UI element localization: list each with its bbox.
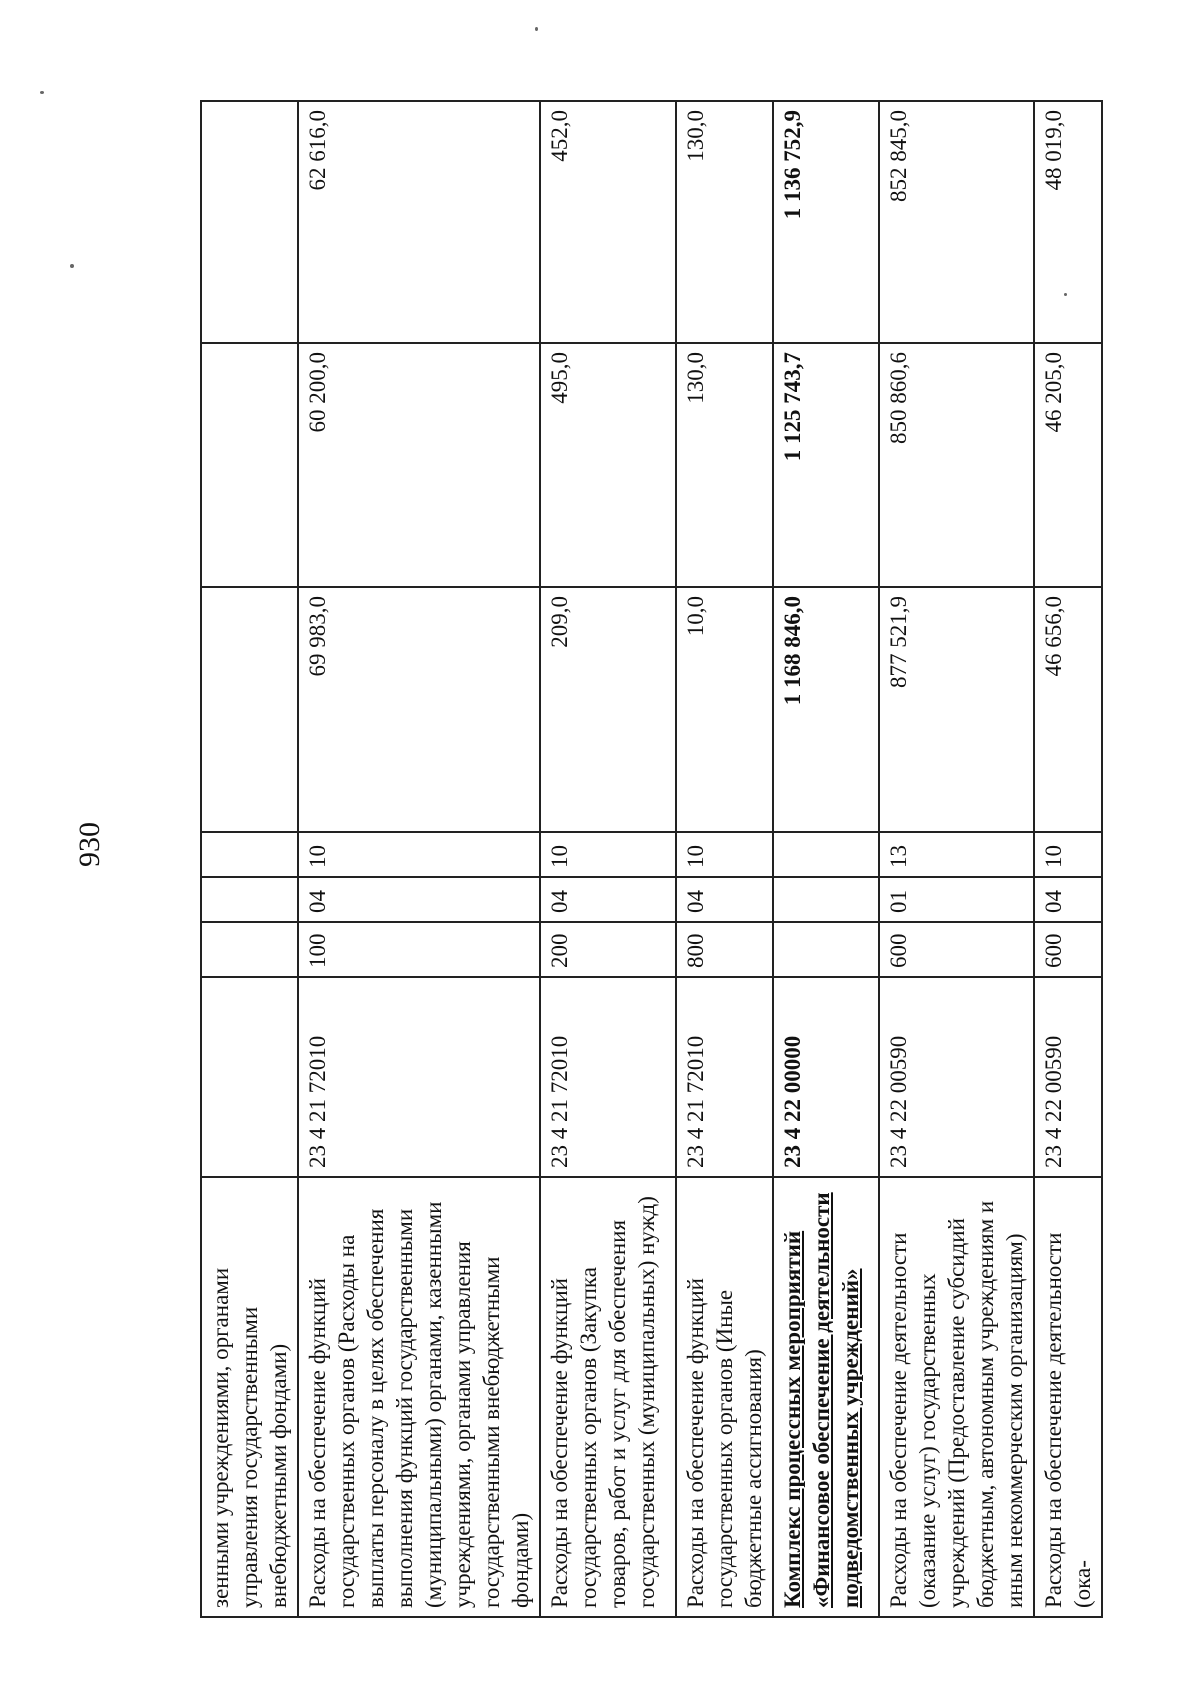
row-description bbox=[879, 1177, 1034, 1617]
table-row bbox=[540, 101, 676, 1617]
scan-speck bbox=[70, 264, 74, 268]
budget-table-body bbox=[201, 101, 1102, 1617]
row-amount-year-1: 1 168 846,0 bbox=[773, 587, 879, 832]
row-description-text: Расходы на обеспечение функций государственных органов (Закупка товаров, работ и услуг для обеспечения государственных (муниципальных) нужд) bbox=[547, 1196, 659, 1608]
row-amount-year-2 bbox=[201, 343, 298, 587]
row-expense-type: 200 bbox=[540, 922, 676, 977]
row-amount-year-3: 452,0 bbox=[540, 101, 676, 343]
row-expense-type bbox=[201, 922, 298, 977]
table-row bbox=[676, 101, 773, 1617]
row-amount-year-1: 209,0 bbox=[540, 587, 676, 832]
row-target-code: 23 4 21 72010 bbox=[298, 977, 540, 1177]
row-amount-year-2: 130,0 bbox=[676, 343, 773, 587]
row-description bbox=[676, 1177, 773, 1617]
row-description-text: Расходы на обеспечение функций государственных органов (Иные бюджетные ассигнования) bbox=[683, 1278, 766, 1608]
row-amount-year-1: 46 656,0 bbox=[1034, 587, 1102, 832]
row-amount-year-3: 1 136 752,9 bbox=[773, 101, 879, 343]
row-description-text: Расходы на обеспечение функций государственных органов (Расходы на выплаты персоналу в целях обеспечения выполнения функций государственными (муниципальными) органами, казенными учреждениями, органами управления государственными внебюджетными фондами) bbox=[305, 1201, 533, 1608]
row-expense-type: 800 bbox=[676, 922, 773, 977]
row-amount-year-3 bbox=[201, 101, 298, 343]
table-row bbox=[298, 101, 540, 1617]
row-section: 04 bbox=[676, 877, 773, 922]
row-expense-type: 100 bbox=[298, 922, 540, 977]
row-amount-year-2: 46 205,0 bbox=[1034, 343, 1102, 587]
table-row bbox=[773, 101, 879, 1617]
budget-table bbox=[200, 100, 1103, 1618]
row-amount-year-1 bbox=[201, 587, 298, 832]
row-target-code: 23 4 22 00590 bbox=[1034, 977, 1102, 1177]
row-amount-year-3: 130,0 bbox=[676, 101, 773, 343]
row-amount-year-2: 60 200,0 bbox=[298, 343, 540, 587]
row-amount-year-3: 852 845,0 bbox=[879, 101, 1034, 343]
row-subsection bbox=[773, 832, 879, 877]
row-subsection: 10 bbox=[1034, 832, 1102, 877]
row-target-code: 23 4 22 00000 bbox=[773, 977, 879, 1177]
row-description bbox=[1034, 1177, 1102, 1617]
row-description bbox=[201, 1177, 298, 1617]
row-description bbox=[298, 1177, 540, 1617]
table-row bbox=[879, 101, 1034, 1617]
row-target-code bbox=[201, 977, 298, 1177]
row-subsection bbox=[201, 832, 298, 877]
row-target-code: 23 4 21 72010 bbox=[676, 977, 773, 1177]
page-number: 930 bbox=[73, 822, 106, 867]
rotated-page-content bbox=[200, 102, 1098, 1618]
row-amount-year-1: 69 983,0 bbox=[298, 587, 540, 832]
row-section bbox=[201, 877, 298, 922]
row-subsection: 13 bbox=[879, 832, 1034, 877]
row-description bbox=[773, 1177, 879, 1617]
row-amount-year-3: 48 019,0 bbox=[1034, 101, 1102, 343]
row-amount-year-2: 495,0 bbox=[540, 343, 676, 587]
row-description-text: Расходы на обеспечение деятельности (оказание услуг) государственных учреждений (Предоставление субсидий бюджетным, автономным учреждениям и иным некоммерческим организациям) bbox=[886, 1200, 1027, 1608]
row-subsection: 10 bbox=[298, 832, 540, 877]
row-section: 04 bbox=[540, 877, 676, 922]
row-section: 04 bbox=[298, 877, 540, 922]
row-subsection: 10 bbox=[676, 832, 773, 877]
row-amount-year-2: 850 860,6 bbox=[879, 343, 1034, 587]
scan-speck bbox=[535, 27, 538, 31]
row-description-text: зенными учреждениями, органами управления государственными внебюджетными фондами) bbox=[208, 1267, 291, 1608]
scan-speck bbox=[40, 91, 44, 94]
row-amount-year-1: 877 521,9 bbox=[879, 587, 1034, 832]
table-row bbox=[201, 101, 298, 1617]
row-description-text: Расходы на обеспечение деятельности (ока- bbox=[1041, 1232, 1095, 1608]
row-section bbox=[773, 877, 879, 922]
row-amount-year-2: 1 125 743,7 bbox=[773, 343, 879, 587]
row-expense-type: 600 bbox=[1034, 922, 1102, 977]
table-row bbox=[1034, 101, 1102, 1617]
row-expense-type: 600 bbox=[879, 922, 1034, 977]
row-expense-type bbox=[773, 922, 879, 977]
scan-speck bbox=[1064, 293, 1067, 296]
row-description bbox=[540, 1177, 676, 1617]
row-subsection: 10 bbox=[540, 832, 676, 877]
row-target-code: 23 4 21 72010 bbox=[540, 977, 676, 1177]
row-target-code: 23 4 22 00590 bbox=[879, 977, 1034, 1177]
row-section: 04 bbox=[1034, 877, 1102, 922]
row-description-text: Комплекс процессных мероприятий «Финансовое обеспечение деятельности подведомственных учреждений» bbox=[780, 1192, 863, 1608]
row-amount-year-1: 10,0 bbox=[676, 587, 773, 832]
row-section: 01 bbox=[879, 877, 1034, 922]
row-amount-year-3: 62 616,0 bbox=[298, 101, 540, 343]
